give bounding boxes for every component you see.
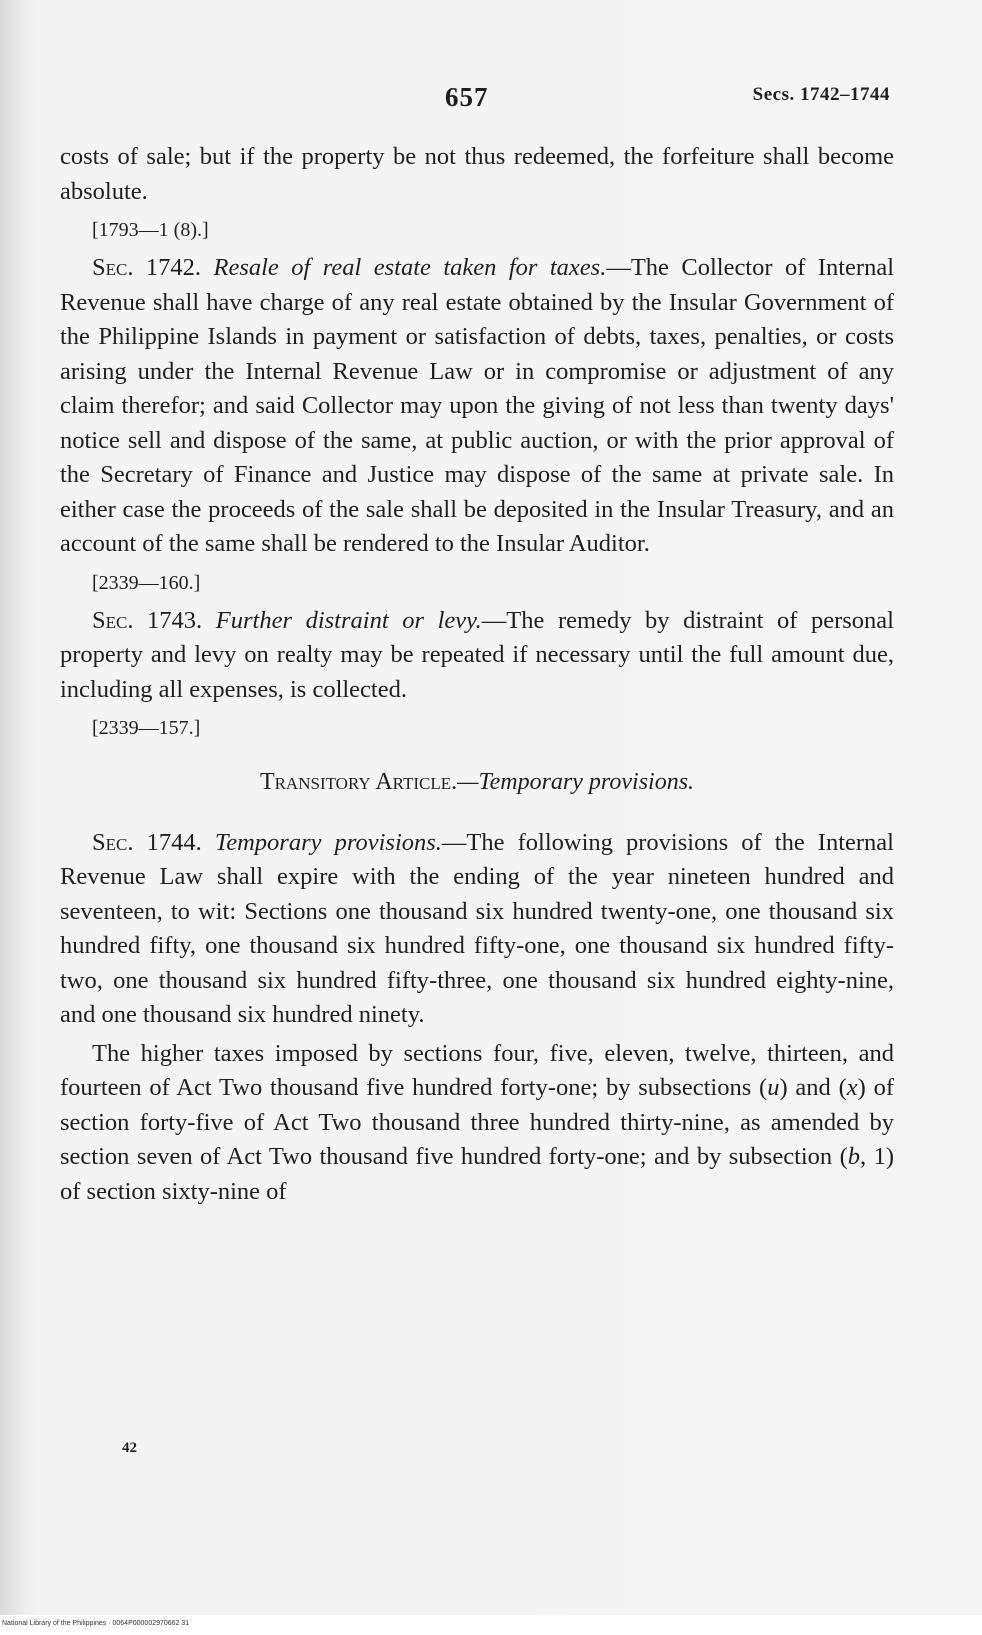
signature-mark: 42 — [122, 1440, 137, 1456]
citation-1793: [1793—1 (8).] — [92, 219, 209, 241]
section-1743 — [60, 604, 894, 708]
section-1744-body: —The following provisions of the Internal Revenue Law shall expire with the ending of the year nineteen hundred and seventeen, to wit: Sections one thousand six hundred twenty-one, one thousand six hundred fifty, one thousand six hundred fifty-one, one thousand six hundred fifty-two, one thousand six hundred fifty-three, one thousand six hundred eighty-nine, and one thousand six hundred ninety. — [60, 828, 894, 1028]
section-1742-label: Sec. 1742. — [92, 254, 202, 281]
citation-1742: [2339—160.] — [92, 571, 201, 594]
higher-taxes-text-c: ) of section forty-five of Act Two thousand three hundred thirty-nine, as amended by section seven of Act Two thousand five hundred forty-one; and by subsection ( — [60, 1074, 894, 1170]
section-1744 — [60, 826, 894, 1033]
section-1744-label: Sec. 1744. — [92, 828, 202, 856]
page-body — [60, 140, 894, 1209]
page-number: 657 — [445, 82, 489, 112]
higher-taxes-text-b: ) and ( — [779, 1074, 847, 1101]
page-header — [60, 82, 890, 122]
article-heading — [60, 765, 894, 800]
subsection-x: x — [846, 1074, 858, 1101]
section-1743-body: —The remedy by distraint of personal property and levy on realty may be repeated if necessary until the full amount due, including all expenses, is collected. — [60, 606, 894, 703]
section-1742-title: Resale of real estate taken for taxes. — [213, 254, 607, 281]
subsection-b: b — [847, 1143, 861, 1170]
footer-watermark: National Library of the Philippines · 0064P000002970662 31 — [2, 1620, 190, 1627]
section-1744-title: Temporary provisions. — [214, 828, 442, 856]
subsection-u: u — [767, 1074, 780, 1101]
paragraph-higher-taxes — [60, 1037, 894, 1210]
paragraph-continuation: costs of sale; but if the property be not thus redeemed, the forfeiture shall become absolute. — [60, 143, 894, 205]
article-label: Transitory Article. — [259, 769, 458, 795]
section-1742-body: —The Collector of Internal Revenue shall have charge of any real estate obtained by the Insular Government of the Philippine Islands in payment or satisfaction of debts, taxes, penalties, or costs arising under the Internal Revenue Law or in compromise or adjustment of any claim therefor; and said Collector may upon the giving of not less than twenty days' notice sell and dispose of the same, at public auction, or with the prior approval of the Secretary of Finance and Justice may dispose of the same at private sale. In either case the proceeds of the sale shall be deposited in the Insular Treasury, and an account of the same shall be rendered to the Insular Auditor. — [60, 254, 894, 557]
section-1743-label: Sec. 1743. — [92, 606, 203, 634]
section-1743-title: Further distraint or levy. — [215, 606, 482, 634]
higher-taxes-text-a: The higher taxes imposed by sections four, five, eleven, twelve, thirteen, and fourteen of Act Two thousand five hundred forty-one; by subsections ( — [60, 1039, 894, 1101]
higher-taxes-text-d: , 1) of section sixty-nine of — [60, 1143, 894, 1205]
citation-1743: [2339—157.] — [92, 717, 201, 739]
section-1742 — [60, 251, 894, 562]
section-range: Secs. 1742–1744 — [752, 84, 890, 105]
article-title: —Temporary provisions. — [457, 769, 695, 795]
